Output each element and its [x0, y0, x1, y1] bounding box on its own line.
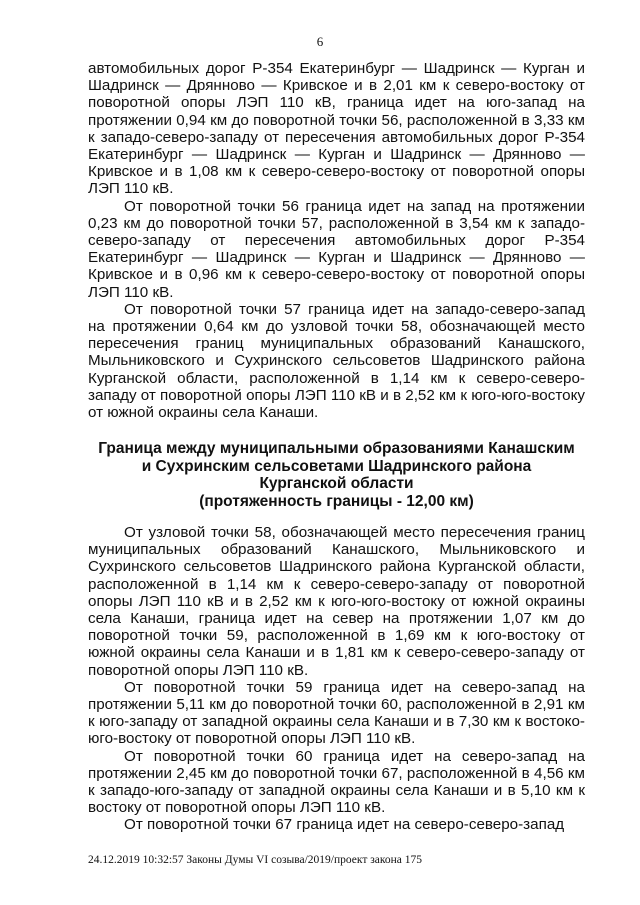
paragraph: От поворотной точки 56 граница идет на запад на протяжении 0,23 км до поворотной точки 57, расположенной в 3,54 км к западо-северо-западу от пересечения автомобильных дорог Р-354 Екатеринбург — Шадринск — Курган и Шадринск — Дрянново — Кривское и в 0,96 км к северо-северо-востоку от поворотной опоры ЛЭП 110 кВ.	[88, 197, 585, 301]
paragraph: От поворотной точки 59 граница идет на северо-запад на протяжении 5,11 км до поворотной точки 60, расположенной в 2,91 км к юго-западу от западной окраины села Канаши и в 7,30 км к востоко-юго-востоку от поворотной опоры ЛЭП 110 кВ.	[88, 678, 585, 748]
heading-line: и Сухринским сельсоветами Шадринского района	[141, 457, 532, 475]
paragraph: автомобильных дорог Р-354 Екатеринбург — Шадринск — Курган и Шадринск — Дрянново — Кривское и в 2,01 км к северо-востоку от поворотной опоры ЛЭП 110 кВ, граница идет на юго-запад на протяжении 0,94 км до поворотной точки 56, расположенной в 3,33 км к западо-северо-западу от пересечения автомобильных дорог Р-354 Екатеринбург — Шадринск — Курган и Шадринск — Дрянново — Кривское и в 1,08 км к северо-северо-востоку от поворотной опоры ЛЭП 110 кВ.	[88, 60, 585, 198]
paragraph: От поворотной точки 57 граница идет на западо-северо-запад на протяжении 0,64 км до узловой точки 58, обозначающей место пересечения границ муниципальных образований Канашского, Мыльниковского и Сухринского сельсоветов Шадринского района Курганской области, расположенной в 1,14 км к северо-северо-западу от поворотной опоры ЛЭП 110 кВ и в 2,52 км к юго-юго-востоку от южной окраины села Канаши.	[88, 300, 585, 422]
body-text-upper	[88, 60, 585, 421]
heading-line: (протяженность границы - 12,00 км)	[199, 492, 474, 510]
footer-stamp: 24.12.2019 10:32:57 Законы Думы VI созыва/2019/проект закона 175	[88, 854, 423, 866]
section-heading	[88, 440, 585, 510]
page-number: 6	[316, 34, 324, 49]
paragraph: От поворотной точки 60 граница идет на северо-запад на протяжении 2,45 км до поворотной точки 67, расположенной в 4,56 км к западо-юго-западу от западной окраины села Канаши и в 5,10 км к востоку от поворотной опоры ЛЭП 110 кВ.	[88, 747, 585, 817]
heading-line: Граница между муниципальными образованиями Канашским	[98, 440, 575, 457]
paragraph: От узловой точки 58, обозначающей место пересечения границ муниципальных образований Канашского, Мыльниковского и Сухринского сельсоветов Шадринского района Курганской области, расположенной в 1,14 км к северо-северо-западу от поворотной опоры ЛЭП 110 кВ и в 2,52 км к юго-юго-востоку от южной окраины села Канаши, граница идет на север на протяжении 1,07 км до поворотной точки 59, расположенной в 1,69 км к юго-востоку от южной окраины села Канаши и в 1,81 км к северо-северо-западу от поворотной опоры ЛЭП 110 кВ.	[88, 524, 585, 679]
body-text-lower	[88, 524, 585, 834]
paragraph: От поворотной точки 67 граница идет на северо-северо-запад	[124, 816, 565, 834]
heading-line: Курганской области	[259, 475, 414, 492]
